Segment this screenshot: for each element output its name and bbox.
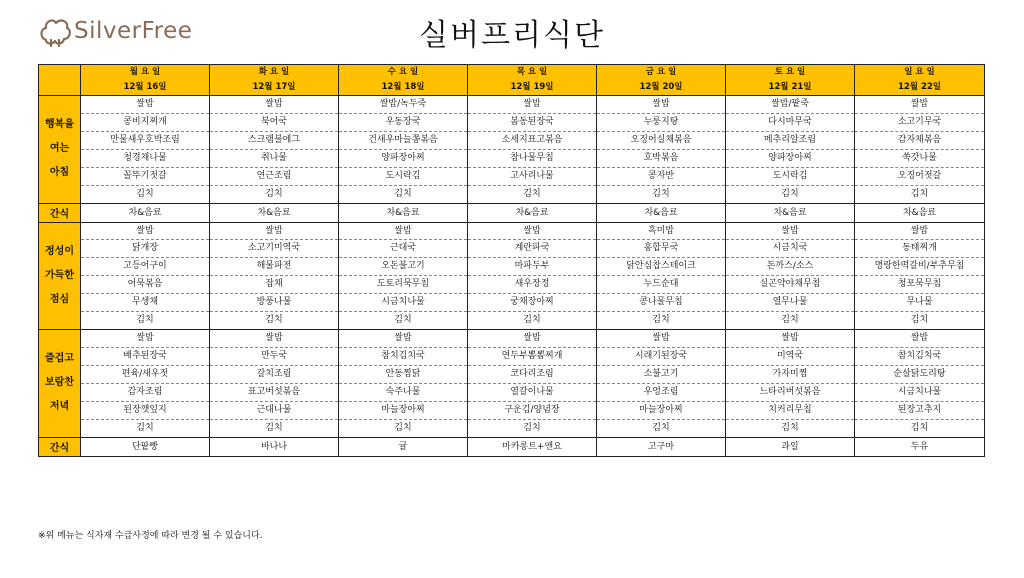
menu-item: 숙주나물 — [339, 384, 467, 402]
menu-item: 콩비지찌개 — [81, 114, 209, 132]
menu-item: 마카롱트+앤요 — [502, 441, 562, 452]
menu-item: 쌀밥 — [726, 330, 854, 348]
day-header — [726, 65, 855, 96]
footnote: ※위 메뉴는 식자재 수급사정에 따라 변경 될 수 있습니다. — [38, 531, 263, 541]
meal-row — [39, 222, 985, 330]
menu-item: 닭개장 — [81, 240, 209, 258]
menu-item: 쌀밥 — [855, 96, 984, 114]
day-menu-cell — [210, 96, 339, 204]
day-name: 금 요 일 — [645, 67, 677, 77]
corner-cell — [39, 65, 81, 96]
day-menu-cell — [339, 222, 468, 330]
menu-item: 연근조림 — [210, 168, 338, 186]
menu-item: 김치 — [394, 315, 412, 326]
menu-item: 돈까스/소스 — [726, 258, 854, 276]
day-date: 12월 22일 — [897, 82, 942, 92]
day-name: 화 요 일 — [258, 67, 290, 77]
menu-item: 봄동된장국 — [468, 114, 596, 132]
day-name: 수 요 일 — [387, 67, 419, 77]
day-menu-cell — [81, 330, 210, 438]
logo-text: SilverFree — [74, 18, 193, 44]
meal-label-line: 가득한 — [45, 269, 74, 281]
menu-item: 쌀밥 — [81, 223, 209, 241]
day-menu-cell — [597, 96, 726, 204]
day-menu-cell — [210, 222, 339, 330]
menu-item: 오징어실채볶음 — [597, 132, 725, 150]
menu-item: 쌀밥 — [210, 223, 338, 241]
menu-item: 잡채 — [210, 276, 338, 294]
menu-table — [38, 64, 985, 457]
menu-item: 오징어젓갈 — [855, 168, 984, 186]
day-name: 일 요 일 — [904, 67, 935, 77]
day-menu-cell — [726, 222, 855, 330]
menu-item: 쌀밥 — [81, 330, 209, 348]
menu-item: 만물새우호박조림 — [81, 132, 209, 150]
menu-item: 김치 — [652, 188, 670, 199]
menu-item: 소세지표고볶음 — [468, 132, 596, 150]
menu-item: 쌀밥 — [468, 223, 596, 241]
menu-item: 열갈이나물 — [468, 384, 596, 402]
menu-item: 바나나 — [260, 441, 288, 452]
menu-item: 고사리나물 — [468, 168, 596, 186]
menu-item: 감자채볶음 — [855, 132, 984, 150]
menu-item: 김치 — [910, 315, 929, 326]
day-name: 목 요 일 — [516, 67, 548, 77]
day-menu-cell — [339, 96, 468, 204]
menu-item: 김치 — [265, 188, 283, 199]
meal-label-line: 즐겁고 — [45, 353, 74, 365]
menu-item: 된장고추지 — [855, 402, 984, 420]
menu-item: 김치 — [136, 422, 154, 433]
meal-label-line: 정성이 — [45, 245, 74, 257]
meal-label-line: 여는 — [49, 143, 70, 155]
snack-label — [39, 203, 81, 222]
menu-item: 누룽지탕 — [597, 114, 725, 132]
menu-item: 김치 — [910, 188, 929, 199]
day-menu-cell — [339, 330, 468, 438]
day-menu-cell — [855, 330, 985, 438]
meal-label — [39, 96, 81, 204]
day-header — [468, 65, 597, 96]
day-menu-cell — [726, 203, 855, 222]
menu-item: 시금치나물 — [339, 294, 467, 312]
day-name: 토 요 일 — [774, 67, 806, 77]
menu-item: 차&음료 — [128, 207, 162, 218]
menu-item: 김치 — [523, 315, 541, 326]
menu-item: 차&음료 — [257, 207, 291, 218]
menu-item: 차&음료 — [644, 207, 678, 218]
day-date: 12월 20일 — [639, 82, 683, 92]
day-date: 12월 21일 — [768, 82, 812, 92]
meal-label-line: 간식 — [49, 209, 70, 221]
day-menu-cell — [726, 330, 855, 438]
day-menu-cell — [81, 203, 210, 222]
day-header — [855, 65, 985, 96]
menu-item: 김치 — [781, 315, 799, 326]
menu-item: 무나물 — [855, 294, 984, 312]
snack-row — [39, 437, 985, 456]
menu-item: 닭안심찹스테이크 — [597, 258, 725, 276]
menu-item: 소고기무국 — [855, 114, 984, 132]
meal-label-line: 아침 — [49, 167, 70, 179]
menu-item: 열무나물 — [726, 294, 854, 312]
day-menu-cell — [81, 222, 210, 330]
snack-row — [39, 203, 985, 222]
day-menu-cell — [468, 203, 597, 222]
menu-item: 코다리조림 — [468, 366, 596, 384]
day-menu-cell — [855, 437, 985, 456]
menu-item: 양파장아찌 — [339, 150, 467, 168]
menu-item: 안동찜닭 — [339, 366, 467, 384]
menu-item: 해물파전 — [210, 258, 338, 276]
menu-item: 김치 — [394, 188, 412, 199]
menu-item: 쌀밥 — [597, 96, 725, 114]
menu-item: 근대나물 — [210, 402, 338, 420]
menu-item: 두유 — [910, 441, 929, 452]
menu-item: 차&음료 — [773, 207, 807, 218]
day-menu-cell — [468, 437, 597, 456]
menu-item: 고등어구이 — [81, 258, 209, 276]
menu-item: 김치 — [265, 422, 283, 433]
menu-item: 갈치조림 — [210, 366, 338, 384]
menu-item: 김치 — [652, 422, 670, 433]
menu-item: 궁채장아찌 — [468, 294, 596, 312]
menu-item: 감자조림 — [81, 384, 209, 402]
day-menu-cell — [210, 330, 339, 438]
menu-item: 쌀밥 — [339, 330, 467, 348]
day-menu-cell — [81, 437, 210, 456]
menu-item: 양파장아찌 — [726, 150, 854, 168]
day-date: 12월 18일 — [381, 82, 425, 92]
menu-item: 메추리알조림 — [726, 132, 854, 150]
menu-item: 느타리버섯볶음 — [726, 384, 854, 402]
snack-label — [39, 437, 81, 456]
menu-item: 차&음료 — [515, 207, 549, 218]
day-menu-cell — [210, 203, 339, 222]
menu-item: 북어국 — [210, 114, 338, 132]
day-header — [597, 65, 726, 96]
menu-item: 소불고기 — [597, 366, 725, 384]
day-date: 12월 19일 — [510, 82, 554, 92]
day-menu-cell — [339, 203, 468, 222]
menu-item: 취나물 — [210, 150, 338, 168]
menu-item: 다시마무국 — [726, 114, 854, 132]
menu-item: 누드순대 — [597, 276, 725, 294]
meal-label-line: 점심 — [49, 293, 70, 305]
menu-item: 미역국 — [726, 348, 854, 366]
day-menu-cell — [597, 330, 726, 438]
day-menu-cell — [726, 96, 855, 204]
menu-item: 시금치국 — [726, 240, 854, 258]
menu-item: 차&음료 — [386, 207, 420, 218]
menu-item: 단팥빵 — [131, 441, 159, 452]
menu-item: 꼴뚜기젓갈 — [81, 168, 209, 186]
menu-item: 치커리무침 — [726, 402, 854, 420]
menu-item: 홍합무국 — [597, 240, 725, 258]
menu-item: 표고버섯볶음 — [210, 384, 338, 402]
menu-item: 쌀밥 — [339, 223, 467, 241]
menu-item: 쌀밥 — [81, 96, 209, 114]
menu-item: 우엉조림 — [597, 384, 725, 402]
meal-label — [39, 222, 81, 330]
menu-item: 동태찌개 — [855, 240, 984, 258]
page-title: 실버프리식단 — [419, 18, 605, 53]
menu-item: 쌀밥 — [726, 223, 854, 241]
day-menu-cell — [597, 437, 726, 456]
meal-label-line: 저녁 — [49, 401, 70, 413]
day-menu-cell — [468, 222, 597, 330]
menu-item: 우동장국 — [339, 114, 467, 132]
menu-item: 과일 — [781, 441, 799, 452]
menu-item: 스크램블에그 — [210, 132, 338, 150]
menu-item: 호박볶음 — [597, 150, 725, 168]
meal-row — [39, 96, 985, 204]
menu-item: 마파두부 — [468, 258, 596, 276]
menu-item: 쌀밥 — [210, 330, 338, 348]
menu-item: 계란파국 — [468, 240, 596, 258]
menu-item: 마늘장아찌 — [597, 402, 725, 420]
menu-item: 실곤약야채무침 — [726, 276, 854, 294]
menu-item: 어묵볶음 — [81, 276, 209, 294]
menu-item: 쌀밥/팥죽 — [726, 96, 854, 114]
menu-item: 편육/새우젓 — [81, 366, 209, 384]
menu-item: 청경채나물 — [81, 150, 209, 168]
menu-item: 가자미찜 — [726, 366, 854, 384]
day-date: 12월 17일 — [252, 82, 296, 92]
menu-item: 무생채 — [81, 294, 209, 312]
meal-label-line: 행복을 — [45, 119, 74, 131]
day-date: 12월 16일 — [123, 82, 167, 92]
menu-item: 김치 — [910, 422, 929, 433]
menu-item: 참치김치국 — [339, 348, 467, 366]
menu-item: 근대국 — [339, 240, 467, 258]
menu-item: 연두부뽐뽐찌개 — [468, 348, 596, 366]
day-menu-cell — [210, 437, 339, 456]
menu-item: 방풍나물 — [210, 294, 338, 312]
menu-item: 구운김/양념장 — [468, 402, 596, 420]
menu-item: 만두국 — [210, 348, 338, 366]
day-menu-cell — [468, 96, 597, 204]
menu-item: 김치 — [265, 315, 283, 326]
menu-item: 참치김치국 — [855, 348, 984, 366]
menu-item: 김치 — [136, 188, 154, 199]
meal-label — [39, 330, 81, 438]
meal-label-line: 간식 — [49, 443, 70, 455]
menu-item: 새우장정 — [468, 276, 596, 294]
menu-item: 순살닭도리탕 — [855, 366, 984, 384]
day-menu-cell — [81, 96, 210, 204]
menu-item: 쌀밥/녹두죽 — [339, 96, 467, 114]
menu-item: 쌀밥 — [855, 223, 984, 241]
menu-item: 청포묵무침 — [855, 276, 984, 294]
day-menu-cell — [726, 437, 855, 456]
menu-item: 참나물무침 — [468, 150, 596, 168]
menu-item: 귤 — [398, 441, 408, 452]
day-header — [81, 65, 210, 96]
menu-item: 쌀밥 — [597, 330, 725, 348]
day-menu-cell — [597, 222, 726, 330]
menu-item: 고구마 — [647, 441, 675, 452]
menu-item: 콩자반 — [597, 168, 725, 186]
day-menu-cell — [855, 96, 985, 204]
menu-item: 소고기미역국 — [210, 240, 338, 258]
menu-item: 시래기된장국 — [597, 348, 725, 366]
day-menu-cell — [855, 222, 985, 330]
day-menu-cell — [468, 330, 597, 438]
meal-row — [39, 330, 985, 438]
menu-item: 명랑한떡갈비/부추무침 — [855, 258, 984, 276]
menu-item: 김치 — [652, 315, 670, 326]
menu-item: 김치 — [781, 188, 799, 199]
day-header — [210, 65, 339, 96]
menu-item: 쌀밥 — [855, 330, 984, 348]
menu-item: 김치 — [394, 422, 412, 433]
menu-item: 도시락김 — [726, 168, 854, 186]
day-menu-cell — [855, 203, 985, 222]
menu-item: 쌀밥 — [210, 96, 338, 114]
menu-item: 도토리묵무침 — [339, 276, 467, 294]
menu-item: 오돈불고기 — [339, 258, 467, 276]
menu-item: 김치 — [523, 422, 541, 433]
day-menu-cell — [597, 203, 726, 222]
menu-item: 김치 — [136, 315, 154, 326]
menu-item: 마늘장아찌 — [339, 402, 467, 420]
menu-item: 쑥갓나물 — [855, 150, 984, 168]
menu-item: 된장깻잎지 — [81, 402, 209, 420]
day-header — [339, 65, 468, 96]
menu-item: 차&음료 — [902, 207, 937, 218]
menu-item: 김치 — [523, 188, 541, 199]
menu-item: 김치 — [781, 422, 799, 433]
day-name: 월 요 일 — [129, 67, 161, 77]
menu-item: 흑미밥 — [597, 223, 725, 241]
menu-item: 콩나물무침 — [597, 294, 725, 312]
menu-item: 배추된장국 — [81, 348, 209, 366]
menu-item: 쌀밥 — [468, 330, 596, 348]
menu-item: 도시락김 — [339, 168, 467, 186]
header-row — [39, 65, 985, 96]
day-menu-cell — [339, 437, 468, 456]
meal-label-line: 보람찬 — [45, 377, 74, 389]
menu-item: 시금치나물 — [855, 384, 984, 402]
menu-item: 건새우마늘쫑볶음 — [339, 132, 467, 150]
menu-item: 쌀밥 — [468, 96, 596, 114]
